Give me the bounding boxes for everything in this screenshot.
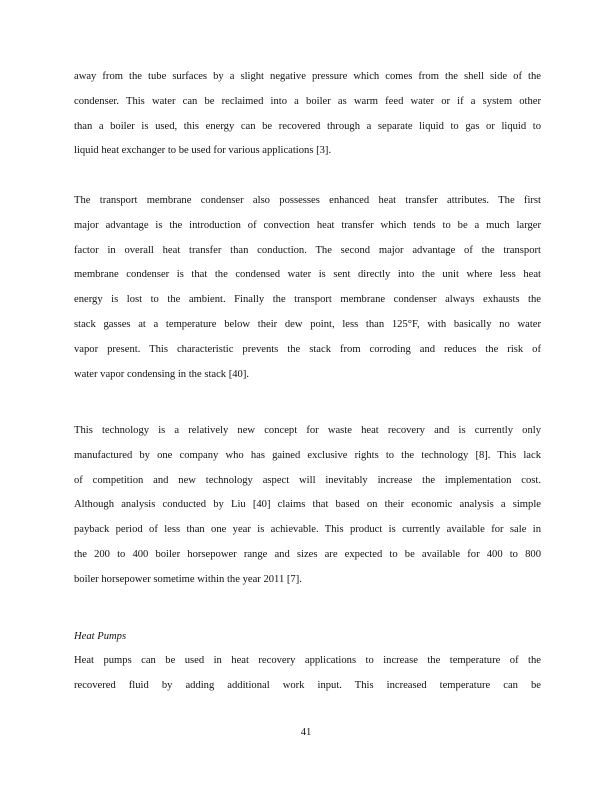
- paragraph-technology-cost: [74, 419, 541, 593]
- text-line: condenser. This water can be reclaimed into a boiler as warm feed water or if a system other: [74, 95, 541, 107]
- text-line: payback period of less than one year is achievable. This product is currently available for sale in: [74, 524, 541, 536]
- text-line: The transport membrane condenser also possesses enhanced heat transfer attributes. The first: [74, 195, 541, 206]
- text-line: recovered fluid by adding additional work input. This increased temperature can be: [74, 679, 541, 691]
- section-heading: Heat Pumps: [74, 631, 127, 642]
- text-line: vapor present. This characteristic prevents the stack from corroding and reduces the risk of: [74, 343, 541, 355]
- text-line: boiler horsepower sometime within the year 2011 [7].: [74, 573, 302, 585]
- paragraph-heat-pumps: [74, 649, 541, 699]
- text-line: of competition and new technology aspect will inevitably increase the implementation cost.: [74, 474, 541, 486]
- paragraph-condenser-water: [74, 65, 541, 164]
- text-line: water vapor condensing in the stack [40].: [74, 368, 250, 380]
- text-line: stack gasses at a temperature below their dew point, less than 125°F, with basically no water: [74, 318, 541, 330]
- text-line: membrane condenser is that the condensed water is sent directly into the unit where less heat: [74, 269, 541, 281]
- text-line: than a boiler is used, this energy can be recovered through a separate liquid to gas or liquid to: [74, 120, 541, 132]
- text-line: This technology is a relatively new concept for waste heat recovery and is currently only: [74, 425, 541, 436]
- text-line: the 200 to 400 boiler horsepower range and sizes are expected to be available for 400 to 800: [74, 548, 541, 560]
- page-number: 41: [300, 727, 312, 738]
- text-line: liquid heat exchanger to be used for various applications [3].: [74, 145, 332, 157]
- text-line: factor in overall heat transfer than conduction. The second major advantage of the transport: [74, 244, 541, 256]
- text-line: away from the tube surfaces by a slight negative pressure which comes from the shell side of the: [74, 71, 541, 82]
- text-line: manufactured by one company who has gained exclusive rights to the technology [8]. This lack: [74, 449, 541, 461]
- text-line: Heat pumps can be used in heat recovery applications to increase the temperature of the: [74, 655, 541, 666]
- paragraph-heat-transfer-attributes: [74, 189, 541, 387]
- text-line: energy is lost to the ambient. Finally the transport membrane condenser always exhausts the: [74, 294, 541, 306]
- text-line: Although analysis conducted by Liu [40] claims that based on their economic analysis a simple: [74, 499, 541, 511]
- text-line: major advantage is the introduction of convection heat transfer which tends to be a much larger: [74, 219, 541, 231]
